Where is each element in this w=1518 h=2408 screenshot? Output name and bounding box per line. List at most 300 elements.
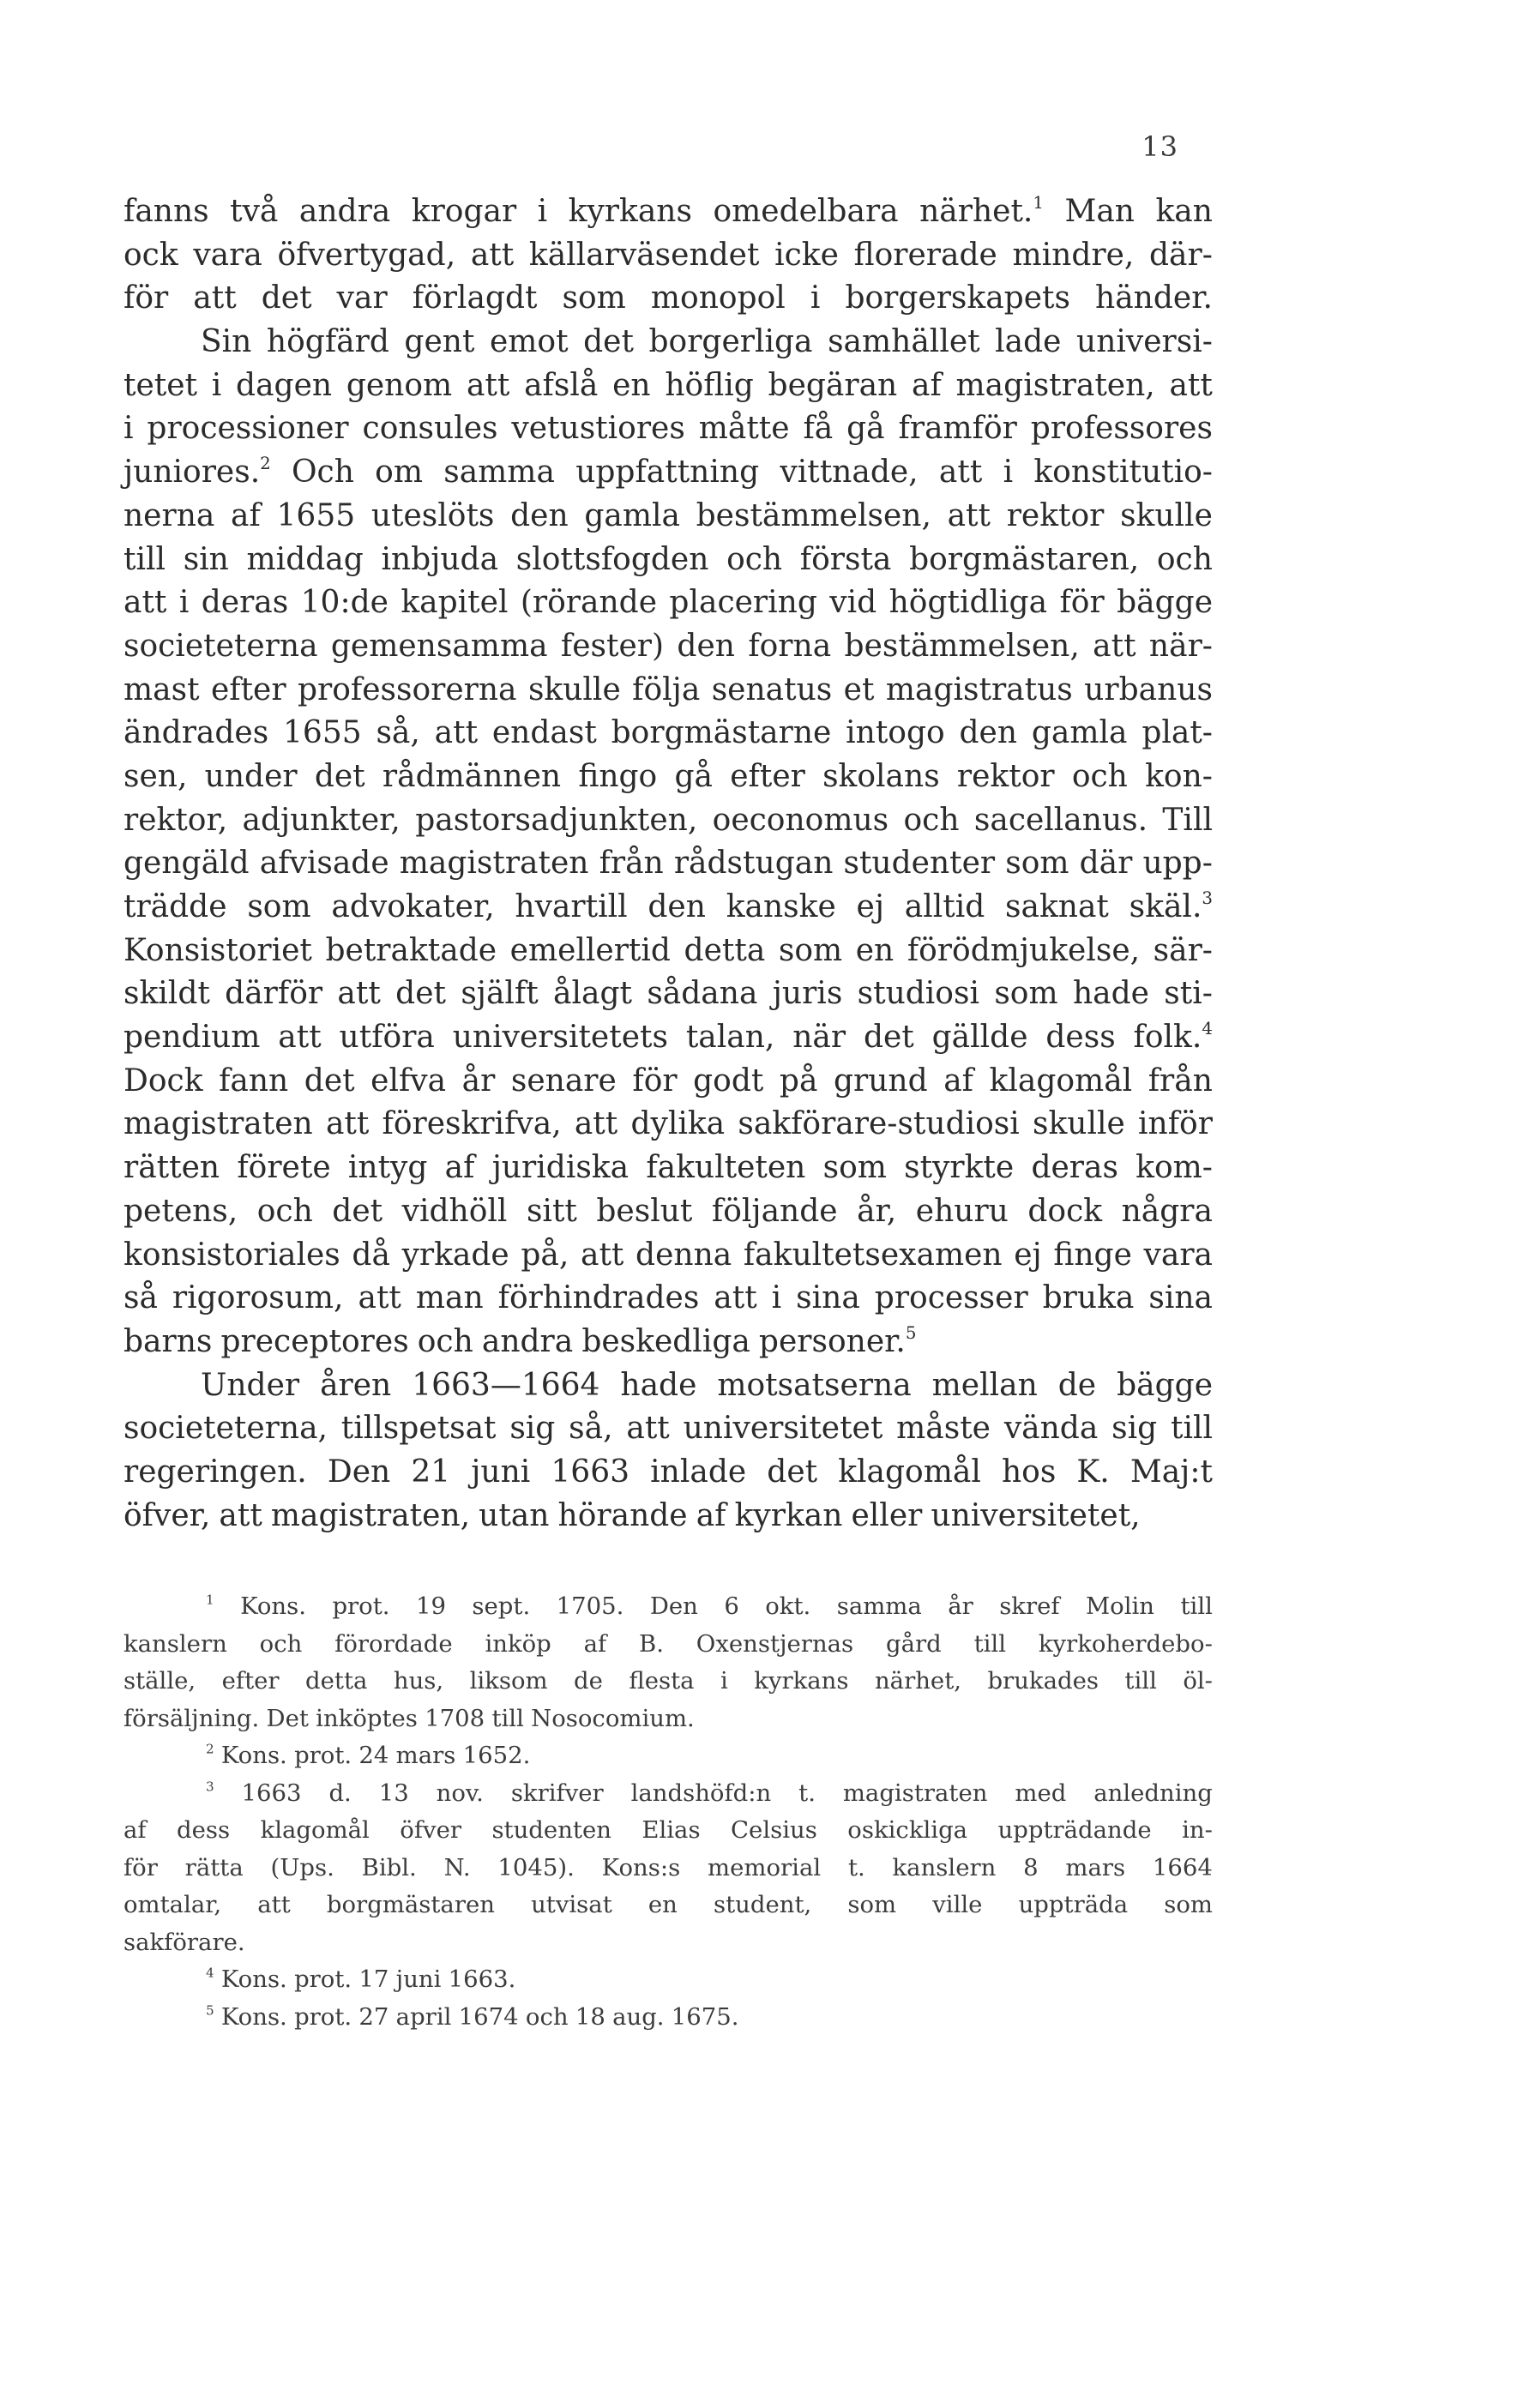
word: societeterna xyxy=(123,628,318,664)
word: på xyxy=(779,1063,818,1099)
word: i xyxy=(123,411,134,447)
word: af xyxy=(123,1816,147,1844)
text-line xyxy=(123,581,1213,625)
word: att xyxy=(626,1411,670,1447)
text-line xyxy=(123,1277,1213,1321)
word: skulle xyxy=(527,671,621,707)
text-line xyxy=(123,1364,1213,1408)
text-line xyxy=(123,1190,1213,1234)
word: hvartill xyxy=(515,889,628,924)
word: vara xyxy=(1143,1237,1213,1273)
text-line xyxy=(123,1147,1213,1190)
word: studiosi xyxy=(857,976,979,1012)
word: vända xyxy=(1003,1411,1099,1447)
word: trädde xyxy=(123,889,227,924)
word: sakförare. xyxy=(123,1928,245,1956)
word: april xyxy=(395,2002,452,2031)
word: därför xyxy=(225,976,323,1012)
word: liksom xyxy=(469,1667,548,1695)
word: i xyxy=(720,1667,728,1695)
word: emot xyxy=(489,324,569,360)
word: begäran xyxy=(768,367,898,403)
footnote-line xyxy=(123,1999,1213,2037)
word: magistraten xyxy=(399,846,589,882)
word: i xyxy=(1003,455,1014,491)
word: sådana xyxy=(647,976,758,1012)
word: regeringen. xyxy=(123,1454,307,1490)
word: andra xyxy=(298,194,391,229)
word: kyrkans xyxy=(568,194,692,229)
word: källarväsendet xyxy=(528,237,760,273)
word: sakförare-studiosi xyxy=(738,1106,1020,1142)
word: magistraten, xyxy=(270,1497,471,1533)
word: att xyxy=(278,1020,322,1056)
word: Kons. xyxy=(220,2002,287,2031)
word: samma xyxy=(443,455,555,491)
word: consules xyxy=(362,411,498,447)
word: till xyxy=(491,1704,524,1732)
word: professorerna xyxy=(297,671,517,707)
word: ville xyxy=(932,1891,983,1918)
word: samhället xyxy=(828,324,980,360)
word: bestämmelsen, xyxy=(696,497,931,533)
word: mast xyxy=(123,671,200,707)
word: hos xyxy=(1001,1454,1057,1490)
word: Molin xyxy=(1086,1592,1155,1620)
word: (rörande xyxy=(520,585,658,621)
word: magistraten xyxy=(842,1779,988,1807)
word: 1655 xyxy=(276,497,356,533)
word: förlagdt xyxy=(412,280,538,316)
footnote-line xyxy=(123,1737,1213,1775)
word: att xyxy=(337,976,381,1012)
word: och xyxy=(256,1193,313,1229)
word: folk.$^4$ xyxy=(1133,1019,1213,1056)
word: kyrkoherdebo- xyxy=(1038,1629,1213,1658)
word: ehuru xyxy=(915,1193,1009,1229)
word: förödmjukelse, xyxy=(907,932,1141,968)
word: 1705. xyxy=(556,1592,624,1620)
word: vittnade, xyxy=(780,455,919,491)
word: Maj:t xyxy=(1129,1454,1213,1490)
word: några xyxy=(1121,1193,1213,1229)
word: gengäld xyxy=(123,846,250,882)
word: uteslöts xyxy=(370,497,495,533)
word: intogo xyxy=(846,715,945,751)
word: fann xyxy=(219,1063,289,1099)
word: borgerskapets xyxy=(845,280,1070,316)
word: pendium xyxy=(123,1020,261,1056)
word: emellertid xyxy=(509,932,671,968)
word: universitetet, xyxy=(931,1497,1141,1533)
word: de xyxy=(574,1667,603,1695)
footnote-line xyxy=(123,1663,1213,1701)
word: under xyxy=(204,758,298,794)
word: 17 xyxy=(358,1966,389,1993)
word: gå xyxy=(674,758,713,794)
word: bestämmelsen, xyxy=(844,628,1080,664)
word: som xyxy=(1164,1891,1213,1918)
word: landshöfd:n xyxy=(630,1779,772,1807)
word: samma xyxy=(836,1592,922,1620)
word: advokater, xyxy=(331,889,495,924)
word: framför xyxy=(898,411,1017,447)
word: på, xyxy=(521,1237,569,1273)
word: mellan xyxy=(931,1367,1038,1403)
word: saknat xyxy=(1005,889,1109,924)
word: vetustiores xyxy=(511,411,685,447)
word: måtte xyxy=(698,411,790,447)
word: af xyxy=(696,1497,726,1533)
word: 27 xyxy=(358,2002,389,2031)
word: rådmännen xyxy=(382,758,562,794)
word: barns xyxy=(123,1323,213,1359)
word: konstitutio- xyxy=(1033,455,1213,491)
word: Kons. xyxy=(220,1966,287,1993)
word: borgerliga xyxy=(648,324,813,360)
word: af xyxy=(912,367,942,403)
word: en xyxy=(855,932,895,968)
word: genom xyxy=(346,367,453,403)
word: följande xyxy=(711,1193,838,1229)
word: beslut xyxy=(596,1193,693,1229)
word: detta xyxy=(305,1667,368,1695)
word: ändrades xyxy=(123,715,269,751)
word: fakulteten xyxy=(646,1150,806,1186)
word: högfärd xyxy=(266,324,389,360)
footnote-line xyxy=(123,1701,1213,1738)
word: Oxenstjernas xyxy=(696,1629,854,1658)
text-line xyxy=(123,712,1213,756)
word: som xyxy=(778,932,843,968)
word: sitt xyxy=(526,1193,577,1229)
word: mindre, xyxy=(1012,237,1135,273)
word: borgmästaren xyxy=(326,1891,495,1918)
word: tillspetsat xyxy=(340,1411,497,1447)
word: för xyxy=(1059,585,1105,621)
text-line xyxy=(123,756,1213,799)
word: 4 xyxy=(206,1965,214,1981)
word: af xyxy=(583,1629,607,1658)
word: och xyxy=(1156,541,1213,577)
word: rektor, xyxy=(123,802,228,838)
word: vidhöll xyxy=(401,1193,508,1229)
word: åren xyxy=(320,1367,392,1403)
word: gå xyxy=(846,411,885,447)
word: placering xyxy=(669,585,817,621)
word: pastorsadjunkten, xyxy=(415,802,698,838)
word: 1655 xyxy=(283,715,362,751)
word: för xyxy=(632,1063,678,1099)
word: att xyxy=(219,1497,262,1533)
text-line xyxy=(123,1451,1213,1495)
word: närhet, xyxy=(874,1667,961,1695)
word: 5 xyxy=(206,2002,214,2019)
word: sig xyxy=(509,1411,556,1447)
word: Kons. xyxy=(240,1592,306,1620)
word: ej xyxy=(856,889,884,924)
word: godt xyxy=(693,1063,764,1099)
word: et xyxy=(843,671,875,707)
word: gällde xyxy=(931,1020,1028,1056)
word: att xyxy=(938,455,983,491)
word: ej xyxy=(1014,1237,1042,1273)
word: att xyxy=(1093,628,1136,664)
word: dess xyxy=(177,1816,231,1844)
word: klagomål xyxy=(260,1816,370,1844)
word: 1674 xyxy=(458,2002,519,2031)
word: händer. xyxy=(1095,280,1213,316)
word: fakultetsexamen xyxy=(743,1237,1003,1273)
word: som xyxy=(562,280,626,316)
word: eller xyxy=(851,1497,923,1533)
word: juni xyxy=(395,1966,442,1993)
word: de xyxy=(1057,1367,1097,1403)
word: inköptes xyxy=(316,1704,418,1732)
text-line xyxy=(123,1103,1213,1147)
word: Den xyxy=(327,1454,391,1490)
word: hade xyxy=(620,1367,697,1403)
word: sina xyxy=(1148,1280,1213,1316)
word: det xyxy=(863,1020,914,1056)
word: få xyxy=(803,411,834,447)
word: rätta xyxy=(184,1853,244,1881)
word: omtalar, xyxy=(123,1891,222,1918)
word: 1663—1664 xyxy=(412,1367,600,1403)
word: Dock xyxy=(123,1063,203,1099)
word: N. xyxy=(443,1853,471,1881)
text-line xyxy=(123,1321,1213,1364)
word: sin xyxy=(183,541,229,577)
word: kan xyxy=(1155,194,1213,229)
word: universitetets xyxy=(452,1020,668,1056)
word: beskedliga xyxy=(581,1323,750,1359)
word: Den xyxy=(649,1592,698,1620)
word: rektor xyxy=(1006,497,1105,533)
word: den xyxy=(510,497,569,533)
word: i xyxy=(771,1280,782,1316)
text-line xyxy=(123,1495,1213,1538)
word: skildt xyxy=(123,976,210,1012)
word: andra xyxy=(481,1323,574,1359)
word: finge xyxy=(1053,1237,1132,1273)
word: föreskrifva, xyxy=(382,1106,562,1142)
word: kyrkan xyxy=(734,1497,843,1533)
word: kon- xyxy=(1145,758,1213,794)
word: inköp xyxy=(485,1629,551,1658)
word: magistraten, xyxy=(955,367,1155,403)
word: kapitel xyxy=(401,585,509,621)
word: gent xyxy=(404,324,475,360)
word: vara xyxy=(193,237,262,273)
word: Och xyxy=(292,455,354,491)
word: omedelbara xyxy=(713,194,899,229)
word: två xyxy=(230,194,279,229)
word: för xyxy=(123,280,169,316)
word: den xyxy=(677,628,735,664)
word: år xyxy=(461,1063,496,1099)
word: närhet.$^1$ xyxy=(919,193,1044,229)
word: år, xyxy=(857,1193,897,1229)
word: 19 xyxy=(415,1592,446,1620)
word: bägge xyxy=(1117,1367,1213,1403)
word: dagen xyxy=(236,367,333,403)
text-line xyxy=(123,1407,1213,1451)
word: till xyxy=(1170,1411,1213,1447)
word: tetet xyxy=(123,367,198,403)
word: ock xyxy=(123,237,178,273)
word: societeterna, xyxy=(123,1411,328,1447)
word: personer.$^5$ xyxy=(758,1323,917,1359)
word: Till xyxy=(1162,802,1213,838)
word: oeconomus xyxy=(712,802,889,838)
word: gamla xyxy=(584,497,680,533)
word: 1045). xyxy=(497,1853,575,1881)
word: det xyxy=(395,976,446,1012)
word: kanske xyxy=(726,889,836,924)
word: studenter xyxy=(843,846,996,882)
word: talan, xyxy=(685,1020,775,1056)
word: afvisade xyxy=(259,846,389,882)
word: kyrkans xyxy=(754,1667,849,1695)
word: upp- xyxy=(1142,846,1213,882)
word: 24 xyxy=(358,1742,389,1769)
word: så, xyxy=(569,1411,613,1447)
footnote-line xyxy=(123,1850,1213,1887)
word: fingo xyxy=(578,758,658,794)
word: att xyxy=(358,1280,401,1316)
word: plat- xyxy=(1142,715,1213,751)
word: inför xyxy=(1138,1106,1213,1142)
footnote-line xyxy=(123,1887,1213,1924)
word: endast xyxy=(491,715,597,751)
word: följa xyxy=(632,671,701,707)
word: Bibl. xyxy=(361,1853,417,1881)
word: rigorosum, xyxy=(172,1280,344,1316)
word: att xyxy=(434,715,479,751)
word: öfvertygad, xyxy=(277,237,456,273)
text-line xyxy=(123,407,1213,451)
word: memorial xyxy=(708,1853,822,1881)
word: 1708 xyxy=(425,1704,485,1732)
word: vid xyxy=(829,585,877,621)
footnote-line xyxy=(123,1775,1213,1813)
word: deras xyxy=(201,585,289,621)
text-line xyxy=(123,886,1213,930)
word: student, xyxy=(714,1891,812,1918)
word: till xyxy=(973,1629,1007,1658)
word: gård xyxy=(886,1629,942,1658)
word: för xyxy=(123,1853,158,1881)
word: 1 xyxy=(206,1592,214,1608)
word: en xyxy=(648,1891,678,1918)
word: skäl.$^3$ xyxy=(1129,888,1213,924)
word: professores xyxy=(1030,411,1213,447)
word: flesta xyxy=(629,1667,695,1695)
word: juni xyxy=(471,1454,531,1490)
word: i xyxy=(178,585,190,621)
word: betraktade xyxy=(325,932,497,968)
word: universi- xyxy=(1076,324,1213,360)
word: petens, xyxy=(123,1193,238,1229)
word: uppträdande xyxy=(997,1816,1152,1844)
word: yrkade xyxy=(401,1237,509,1273)
word: motsatserna xyxy=(717,1367,912,1403)
word: adjunkter, xyxy=(242,802,401,838)
word: i xyxy=(810,280,821,316)
word: 1663 xyxy=(241,1779,302,1807)
word: universitetet xyxy=(683,1411,883,1447)
body-text xyxy=(123,190,1213,1538)
word: att xyxy=(325,1106,370,1142)
word: urbanus xyxy=(1084,671,1213,707)
text-line xyxy=(123,277,1213,321)
footnotes xyxy=(123,1588,1213,2036)
text-line xyxy=(123,1060,1213,1104)
word: i xyxy=(537,194,548,229)
footnote-line xyxy=(123,1588,1213,1626)
word: nerna xyxy=(123,497,215,533)
word: att xyxy=(1169,367,1213,403)
word: deras xyxy=(1031,1150,1118,1186)
word: klagomål xyxy=(838,1454,981,1490)
word: till xyxy=(1180,1592,1213,1620)
word: och xyxy=(417,1323,473,1359)
word: konsistoriales xyxy=(123,1237,340,1273)
word: öfver, xyxy=(123,1497,211,1533)
text-line xyxy=(123,1234,1213,1278)
word: kom- xyxy=(1135,1150,1213,1186)
word: 3 xyxy=(206,1779,214,1795)
word: 1664 xyxy=(1152,1853,1213,1881)
word: 1652. xyxy=(462,1742,531,1769)
word: högtidliga xyxy=(889,585,1048,621)
word: afslå xyxy=(524,367,599,403)
word: kanslern xyxy=(892,1853,997,1881)
text-line xyxy=(123,930,1213,973)
word: uppträda xyxy=(1018,1891,1129,1918)
word: sti- xyxy=(1164,976,1213,1012)
word: dess xyxy=(1045,1020,1116,1056)
word: senatus xyxy=(711,671,833,707)
text-line xyxy=(123,842,1213,886)
word: sept. xyxy=(472,1592,531,1620)
word: att xyxy=(257,1891,291,1918)
footnote-line xyxy=(123,1961,1213,1999)
word: att xyxy=(574,1106,618,1142)
word: af xyxy=(943,1063,973,1099)
word: som xyxy=(247,889,311,924)
word: då xyxy=(352,1237,390,1273)
word: där- xyxy=(1149,237,1213,273)
word: hus, xyxy=(393,1667,444,1695)
word: florerade xyxy=(853,237,997,273)
word: sacellanus. xyxy=(973,802,1148,838)
word: kanslern xyxy=(123,1629,227,1658)
word: K. xyxy=(1076,1454,1110,1490)
word: förete xyxy=(237,1150,331,1186)
word: (Ups. xyxy=(270,1853,334,1881)
word: att xyxy=(466,367,510,403)
word: mars xyxy=(1065,1853,1126,1881)
word: skref xyxy=(999,1592,1060,1620)
word: det xyxy=(261,280,312,316)
word: till xyxy=(1124,1667,1157,1695)
word: utvisat xyxy=(531,1891,612,1918)
footnote-line xyxy=(123,1626,1213,1664)
word: höflig xyxy=(665,367,754,403)
word: skolans xyxy=(822,758,940,794)
